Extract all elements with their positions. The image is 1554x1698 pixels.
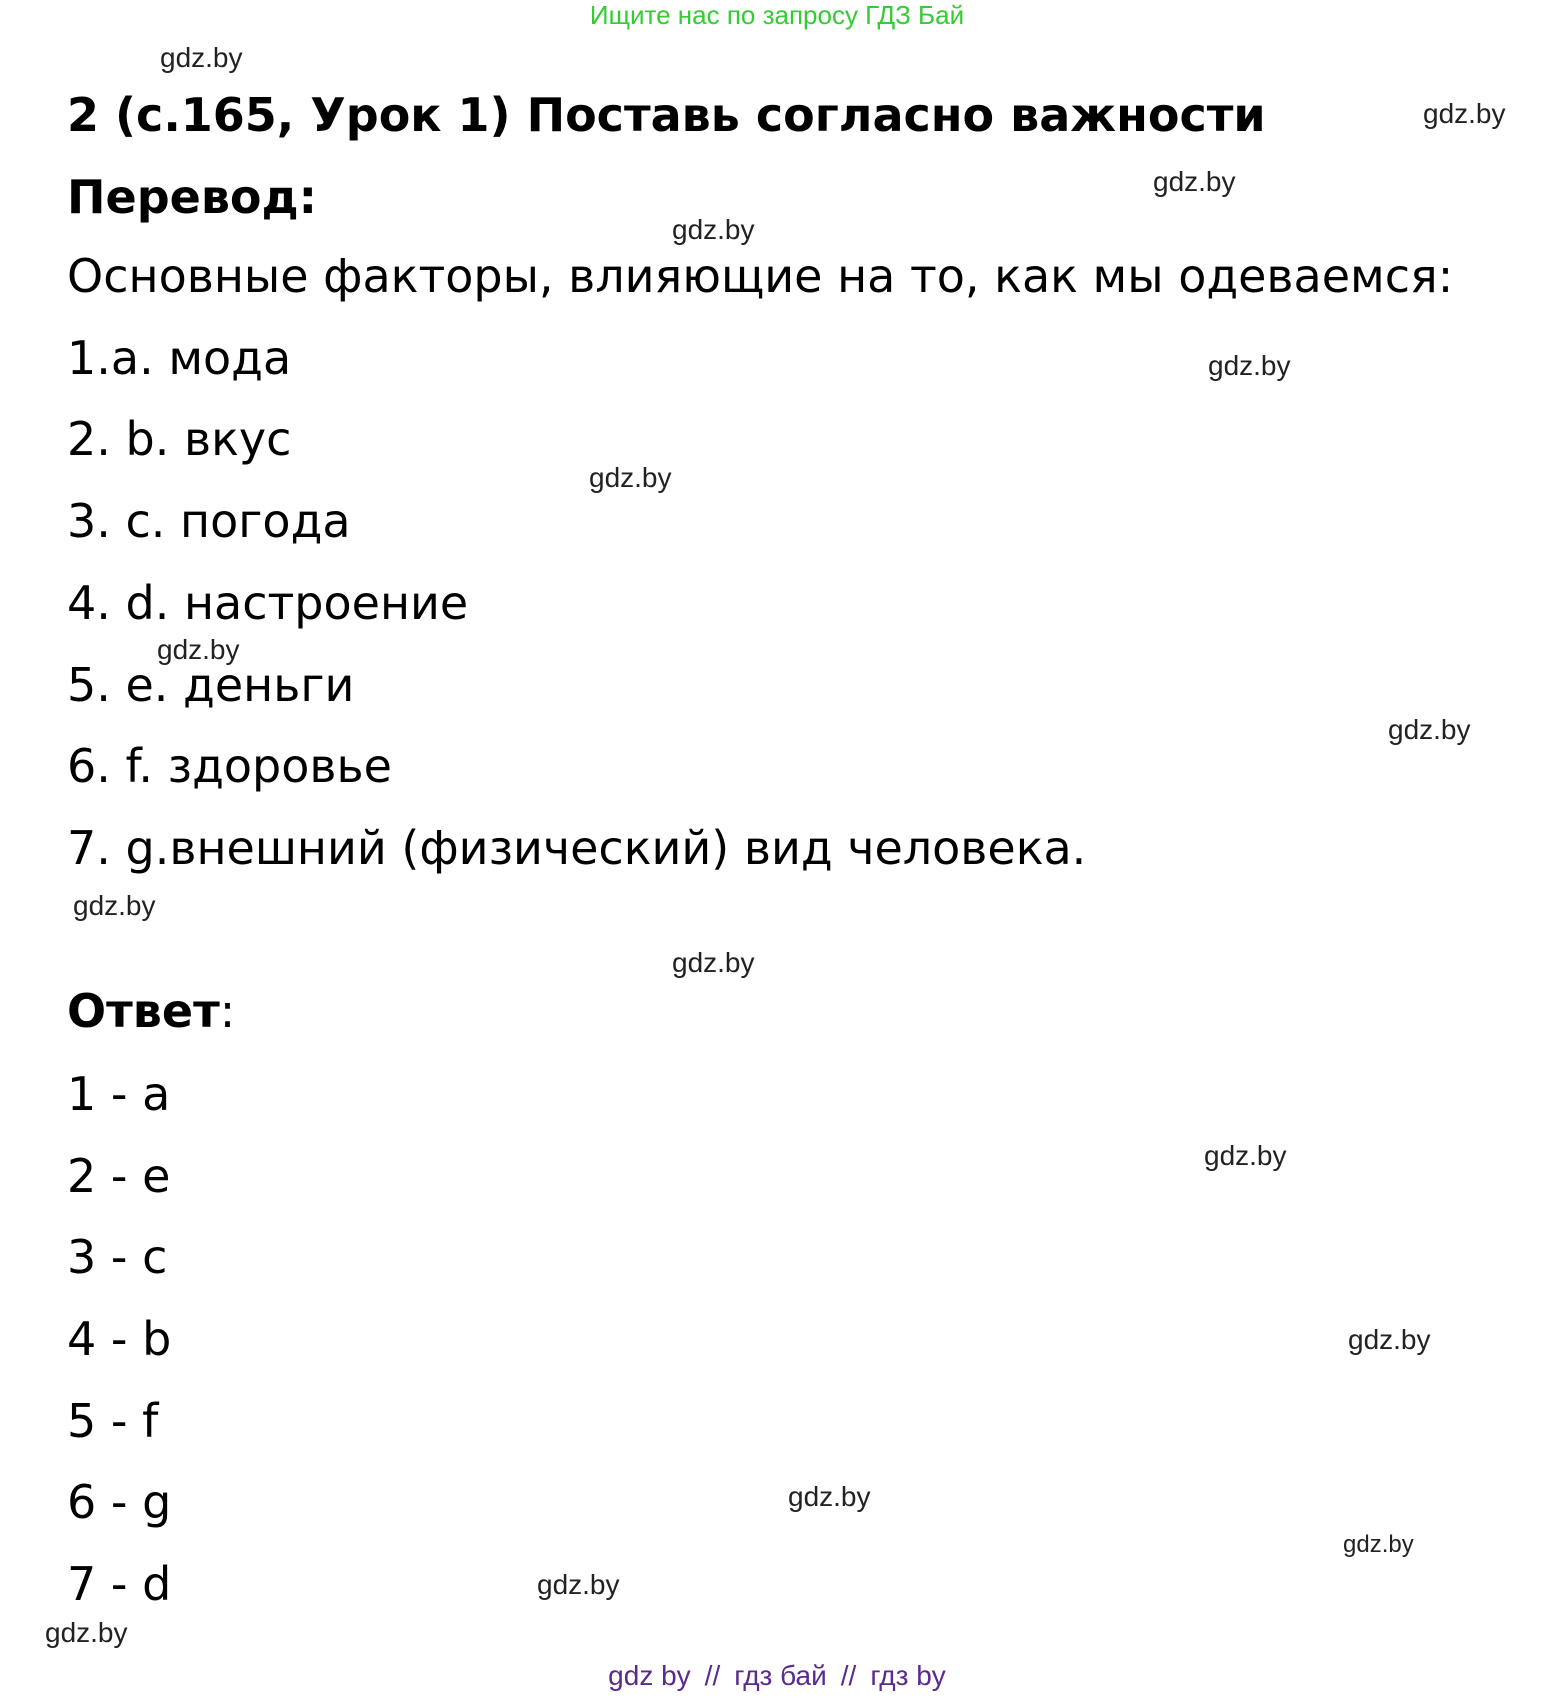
answer-item: 7 - d xyxy=(67,1557,172,1611)
answer-item: 3 - c xyxy=(67,1230,168,1284)
answer-item: 4 - b xyxy=(67,1312,172,1366)
answer-item: 1 - a xyxy=(67,1067,171,1121)
watermark: gdz.by xyxy=(73,890,156,921)
watermark: gdz.by xyxy=(589,462,672,493)
watermark: gdz.by xyxy=(1423,98,1506,129)
footer-separator: // xyxy=(840,1660,857,1691)
footer-part: гдз by xyxy=(870,1660,946,1691)
translation-heading: Перевод: xyxy=(67,170,318,224)
watermark: gdz.by xyxy=(45,1617,128,1648)
footer-links xyxy=(0,1660,1554,1692)
translation-item: 3. c. погода xyxy=(67,494,351,548)
footer-part: gdz by xyxy=(608,1660,691,1691)
page-title: 2 (с.165, Урок 1) Поставь согласно важности xyxy=(67,88,1266,142)
translation-item: 7. g.внешний (физический) вид человека. xyxy=(67,821,1087,875)
answer-item: 2 - e xyxy=(67,1149,171,1203)
answer-heading-colon: : xyxy=(219,984,236,1038)
answer-heading-text: Ответ xyxy=(67,984,220,1038)
footer-part: гдз бай xyxy=(734,1660,827,1691)
watermark: gdz.by xyxy=(160,42,243,73)
translation-item: 1.a. мода xyxy=(67,331,292,385)
answer-heading xyxy=(67,984,235,1038)
translation-intro: Основные факторы, влияющие на то, как мы одеваемся: xyxy=(67,249,1454,303)
watermark: gdz.by xyxy=(672,214,755,245)
translation-item: 5. e. деньги xyxy=(67,658,355,712)
answer-item: 6 - g xyxy=(67,1475,172,1529)
translation-item: 6. f. здоровье xyxy=(67,739,392,793)
top-banner: Ищите нас по запросу ГДЗ Бай xyxy=(589,0,965,30)
watermark: gdz.by xyxy=(1388,714,1471,745)
watermark: gdz.by xyxy=(1208,350,1291,381)
watermark: gdz.by xyxy=(1348,1324,1431,1355)
translation-item: 2. b. вкус xyxy=(67,412,292,466)
watermark: gdz.by xyxy=(157,634,240,665)
translation-item: 4. d. настроение xyxy=(67,576,469,630)
watermark: gdz.by xyxy=(537,1569,620,1600)
watermark: gdz.by xyxy=(788,1481,871,1512)
watermark: gdz.by xyxy=(1153,166,1236,197)
watermark: gdz.by xyxy=(672,947,755,978)
watermark: gdz.by xyxy=(1204,1140,1287,1171)
watermark: gdz.by xyxy=(1343,1531,1414,1558)
footer-separator: // xyxy=(704,1660,721,1691)
answer-item: 5 - f xyxy=(67,1394,159,1448)
